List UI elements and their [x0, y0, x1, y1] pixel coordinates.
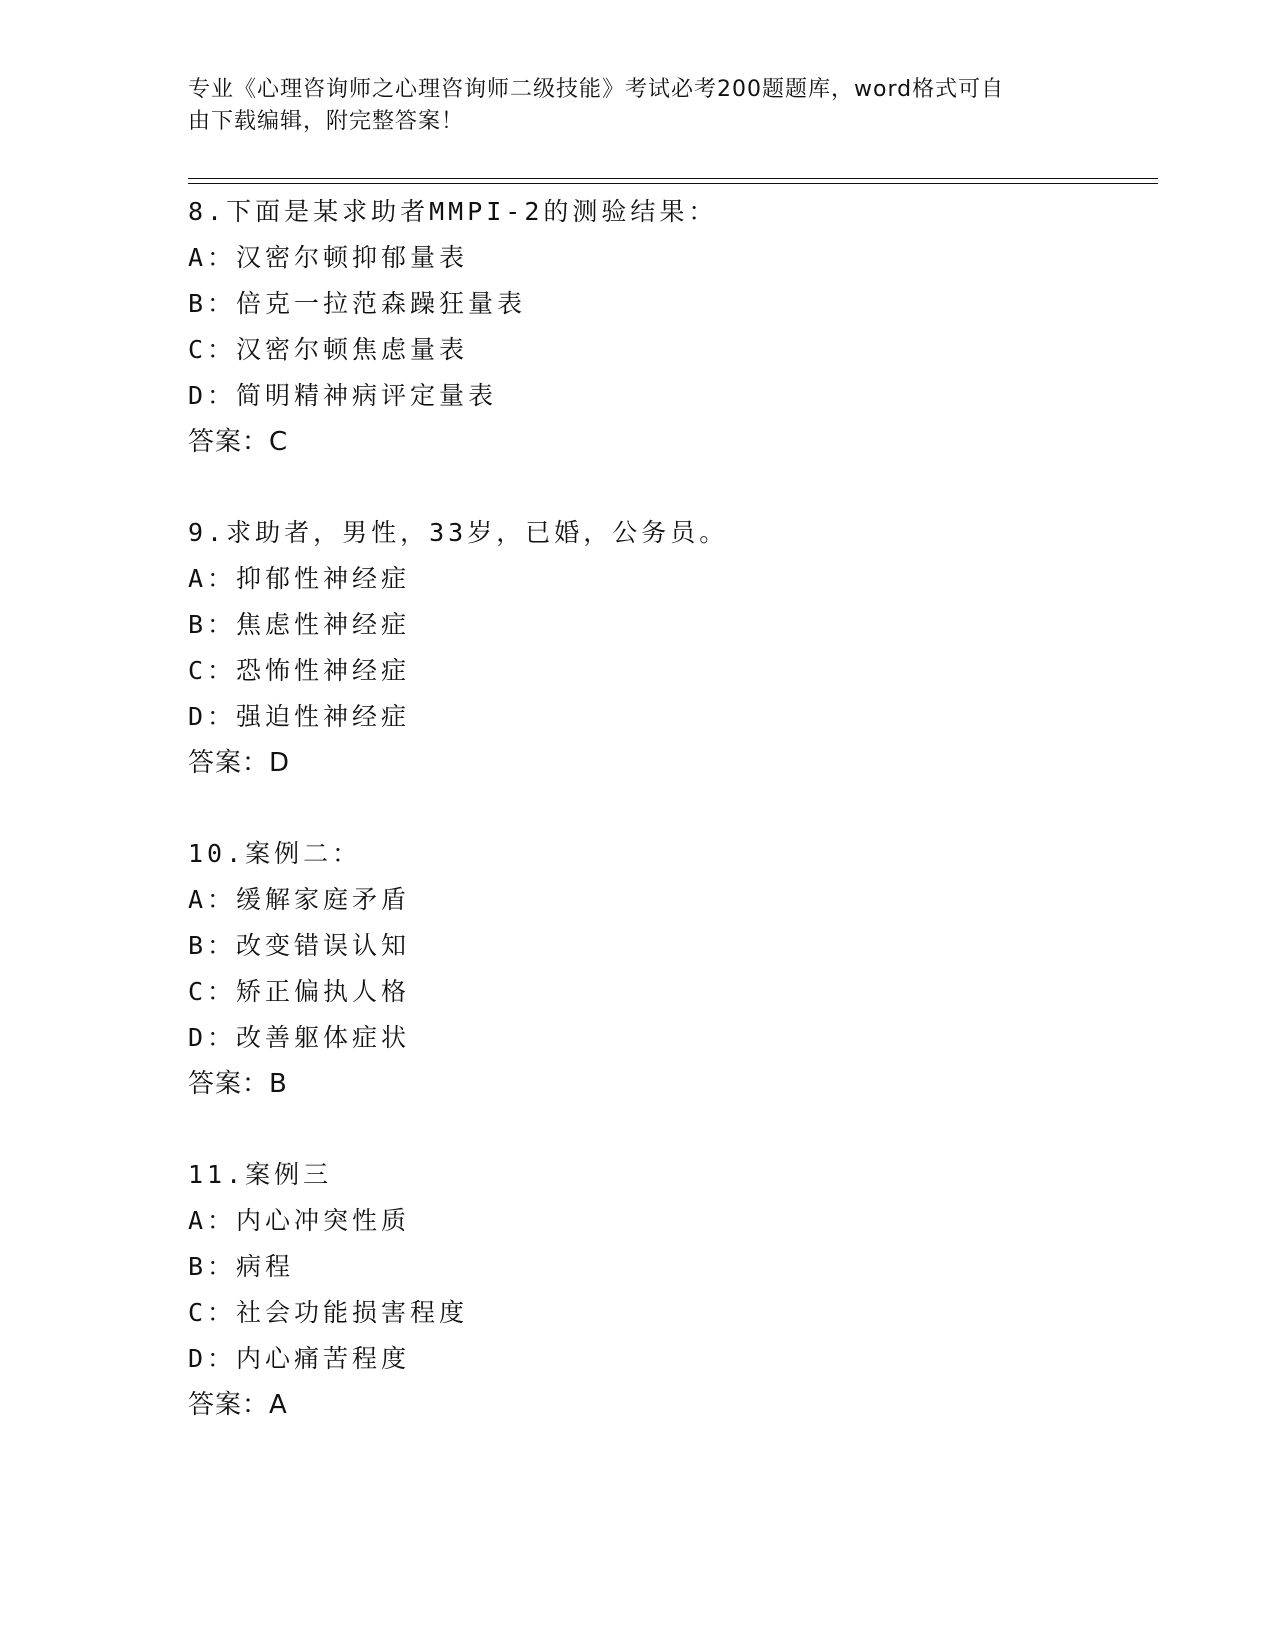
- question-stem: 11.案例三: [188, 1160, 333, 1189]
- option-c: C：恐怖性神经症: [188, 656, 411, 685]
- answer-line: 答案：C: [188, 427, 289, 457]
- question-10: [188, 831, 1148, 1107]
- header-line-2: 由下载编辑，附完整答案！: [188, 109, 465, 134]
- option-c: C：社会功能损害程度: [188, 1298, 469, 1327]
- option-c: C：汉密尔顿焦虑量表: [188, 335, 469, 364]
- question-stem: 10.案例二：: [188, 839, 362, 868]
- option-d: D：简明精神病评定量表: [188, 381, 498, 410]
- question-11: [188, 1152, 1148, 1428]
- question-8: [188, 189, 1148, 465]
- header-divider-top: [188, 178, 1158, 179]
- question-stem: 8.下面是某求助者MMPI-2的测验结果：: [188, 197, 718, 226]
- question-list: [188, 189, 1148, 1428]
- option-d: D：内心痛苦程度: [188, 1344, 411, 1373]
- document-header: [188, 74, 1068, 138]
- header-divider-bottom: [188, 183, 1158, 184]
- option-a: A：内心冲突性质: [188, 1206, 411, 1235]
- option-b: B：病程: [188, 1252, 295, 1281]
- option-a: A：抑郁性神经症: [188, 564, 411, 593]
- option-b: B：改变错误认知: [188, 931, 411, 960]
- option-a: A：汉密尔顿抑郁量表: [188, 243, 469, 272]
- option-b: B：焦虑性神经症: [188, 610, 411, 639]
- option-d: D：强迫性神经症: [188, 702, 411, 731]
- question-stem: 9.求助者，男性，33岁，已婚，公务员。: [188, 518, 729, 547]
- option-d: D：改善躯体症状: [188, 1023, 411, 1052]
- answer-line: 答案：B: [188, 1069, 288, 1099]
- option-a: A：缓解家庭矛盾: [188, 885, 411, 914]
- option-b: B：倍克一拉范森躁狂量表: [188, 289, 527, 318]
- answer-line: 答案：D: [188, 748, 291, 778]
- header-line-1: 专业《心理咨询师之心理咨询师二级技能》考试必考200题题库，word格式可自: [188, 77, 1005, 102]
- option-c: C：矫正偏执人格: [188, 977, 411, 1006]
- answer-line: 答案：A: [188, 1390, 288, 1420]
- question-9: [188, 510, 1148, 786]
